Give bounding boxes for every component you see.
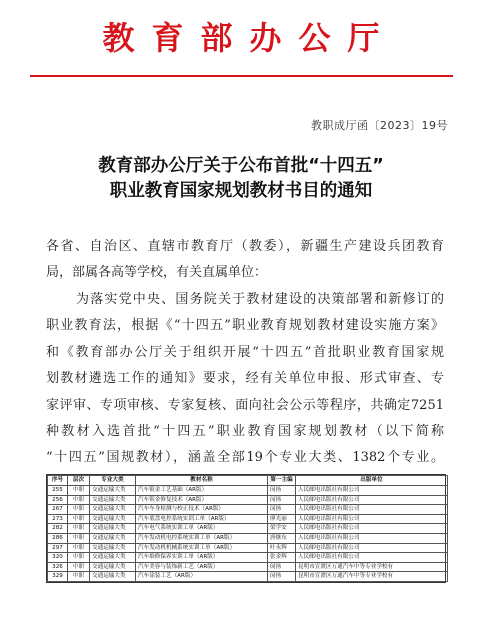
table-row — [48, 533, 448, 543]
cell-textbook-name: 汽车电气系统实训工单（AR版） — [136, 524, 268, 534]
body-paragraph-line: 种教材入选首批“十四五”职业教育国家规划教材（以下简称 — [46, 424, 444, 439]
cell-level: 中职 — [68, 514, 90, 524]
header-level: 层次 — [68, 476, 90, 486]
cell-level: 中职 — [68, 533, 90, 543]
cell-level: 中职 — [68, 572, 90, 582]
cell-publisher: 昆明市宣渡区万通汽车中等专业学校有 — [296, 572, 448, 582]
cell-chief-editor: 闵扬 — [268, 505, 296, 515]
cell-level: 中职 — [68, 524, 90, 534]
cell-serial: 255 — [48, 486, 68, 496]
body-paragraph-line: 和《教育部办公厅关于组织开展“十四五”首批职业教育国家规 — [46, 345, 444, 360]
addressee-line-1: 各省、自治区、直辖市教育厅（教委），新疆生产建设兵团教育 — [46, 239, 444, 254]
cell-category: 交通运输大类 — [90, 572, 136, 582]
cell-publisher: 人民邮电出版社有限公司 — [296, 553, 448, 563]
table-row — [48, 543, 448, 553]
body-paragraph-line: 家评审、专项审核、专家复核、面向社会公示等程序，共确定7251 — [46, 398, 444, 413]
cell-publisher: 人民邮电出版社有限公司 — [296, 486, 448, 496]
cell-level: 中职 — [68, 543, 90, 553]
cell-textbook-name: 汽车钣金工艺基础（AR版） — [136, 486, 268, 496]
cell-serial: 273 — [48, 514, 68, 524]
table-row — [48, 495, 448, 505]
cell-textbook-name: 汽车发动机机械系统实训工单（AR版） — [136, 543, 268, 553]
cell-serial: 282 — [48, 524, 68, 534]
cell-textbook-name: 汽车美容与装饰新工艺（AR版） — [136, 562, 268, 572]
cell-category: 交通运输大类 — [90, 543, 136, 553]
cell-level: 中职 — [68, 562, 90, 572]
cell-level: 中职 — [68, 495, 90, 505]
table-row — [48, 486, 448, 496]
body-paragraph-line: “十四五”国规教材），涵盖全部19个专业大类、1382个专业。 — [46, 450, 444, 465]
document-number: 教职成厅函〔2023〕19号 — [311, 119, 448, 132]
header-category: 专业大类 — [90, 476, 136, 486]
cell-category: 交通运输大类 — [90, 486, 136, 496]
textbook-table — [47, 475, 448, 582]
header-serial: 序号 — [48, 476, 68, 486]
cell-serial: 267 — [48, 505, 68, 515]
cell-category: 交通运输大类 — [90, 562, 136, 572]
cell-serial: 297 — [48, 543, 68, 553]
cell-chief-editor: 廖光丽 — [268, 514, 296, 524]
cell-publisher: 人民邮电出版社有限公司 — [296, 514, 448, 524]
cell-chief-editor: 闵扬 — [268, 486, 296, 496]
cell-publisher: 人民邮电出版社有限公司 — [296, 543, 448, 553]
cell-category: 交通运输大类 — [90, 495, 136, 505]
cell-serial: 329 — [48, 572, 68, 582]
cell-level: 中职 — [68, 486, 90, 496]
cell-publisher: 人民邮电出版社有限公司 — [296, 533, 448, 543]
cell-publisher: 人民邮电出版社有限公司 — [296, 505, 448, 515]
cell-textbook-name: 汽车车身检测与校正技术（AR版） — [136, 505, 268, 515]
cell-level: 中职 — [68, 505, 90, 515]
table-header-row — [48, 476, 448, 486]
table-row — [48, 553, 448, 563]
cell-publisher: 人民邮电出版社有限公司 — [296, 495, 448, 505]
cell-chief-editor: 张金辉 — [268, 553, 296, 563]
header-textbook-name: 教材名称 — [136, 476, 268, 486]
cell-chief-editor: 叶永辉 — [268, 543, 296, 553]
notice-title-line-1: 教育部办公厅关于公布首批“十四五” — [98, 156, 384, 176]
cell-category: 交通运输大类 — [90, 505, 136, 515]
cell-textbook-name: 汽车底盘电控系统实训工单（AR版） — [136, 514, 268, 524]
cell-textbook-name: 汽车维修保养实训工单（AR版） — [136, 553, 268, 563]
body-paragraph-line: 为落实党中央、国务院关于教材建设的决策部署和新修订的 — [76, 292, 444, 307]
table-row — [48, 514, 448, 524]
notice-title-line-2: 职业教育国家规划教材书目的通知 — [109, 181, 373, 201]
cell-chief-editor: 唐继东 — [268, 533, 296, 543]
cell-serial: 320 — [48, 553, 68, 563]
table-row — [48, 572, 448, 582]
body-paragraph-line: 划教材遴选工作的通知》要求，经有关单位申报、形式审查、专 — [46, 371, 444, 386]
cell-chief-editor: 梁学安 — [268, 524, 296, 534]
table-row — [48, 505, 448, 515]
cell-category: 交通运输大类 — [90, 524, 136, 534]
cell-chief-editor: 闵扬 — [268, 495, 296, 505]
cell-serial: 286 — [48, 533, 68, 543]
cell-textbook-name: 汽车钣金修复技术（AR版） — [136, 495, 268, 505]
cell-textbook-name: 汽车发动机电控系统实训工单（AR版） — [136, 533, 268, 543]
cell-category: 交通运输大类 — [90, 533, 136, 543]
table-row — [48, 562, 448, 572]
header-publisher: 出版单位 — [296, 476, 448, 486]
body-paragraph-line: 职业教育法，根据《“十四五”职业教育规划教材建设实施方案》 — [46, 318, 444, 333]
cell-publisher: 人民邮电出版社有限公司 — [296, 524, 448, 534]
header-chief-editor: 第一主编 — [268, 476, 296, 486]
cell-chief-editor: 闵扬 — [268, 562, 296, 572]
cell-serial: 326 — [48, 562, 68, 572]
cell-serial: 256 — [48, 495, 68, 505]
cell-level: 中职 — [68, 553, 90, 563]
cell-chief-editor: 闵扬 — [268, 572, 296, 582]
textbook-list-table — [46, 474, 446, 583]
cell-category: 交通运输大类 — [90, 514, 136, 524]
table-row — [48, 524, 448, 534]
addressee-line-2: 局，部属各高等学校，有关直属单位： — [46, 265, 268, 280]
red-divider-line — [30, 75, 453, 77]
cell-publisher: 昆明市宣渡区万通汽车中等专业学校有 — [296, 562, 448, 572]
cell-category: 交通运输大类 — [90, 553, 136, 563]
masthead-title: 教育部办公厅 — [102, 19, 397, 57]
cell-textbook-name: 汽车涂装工艺（AR版） — [136, 572, 268, 582]
